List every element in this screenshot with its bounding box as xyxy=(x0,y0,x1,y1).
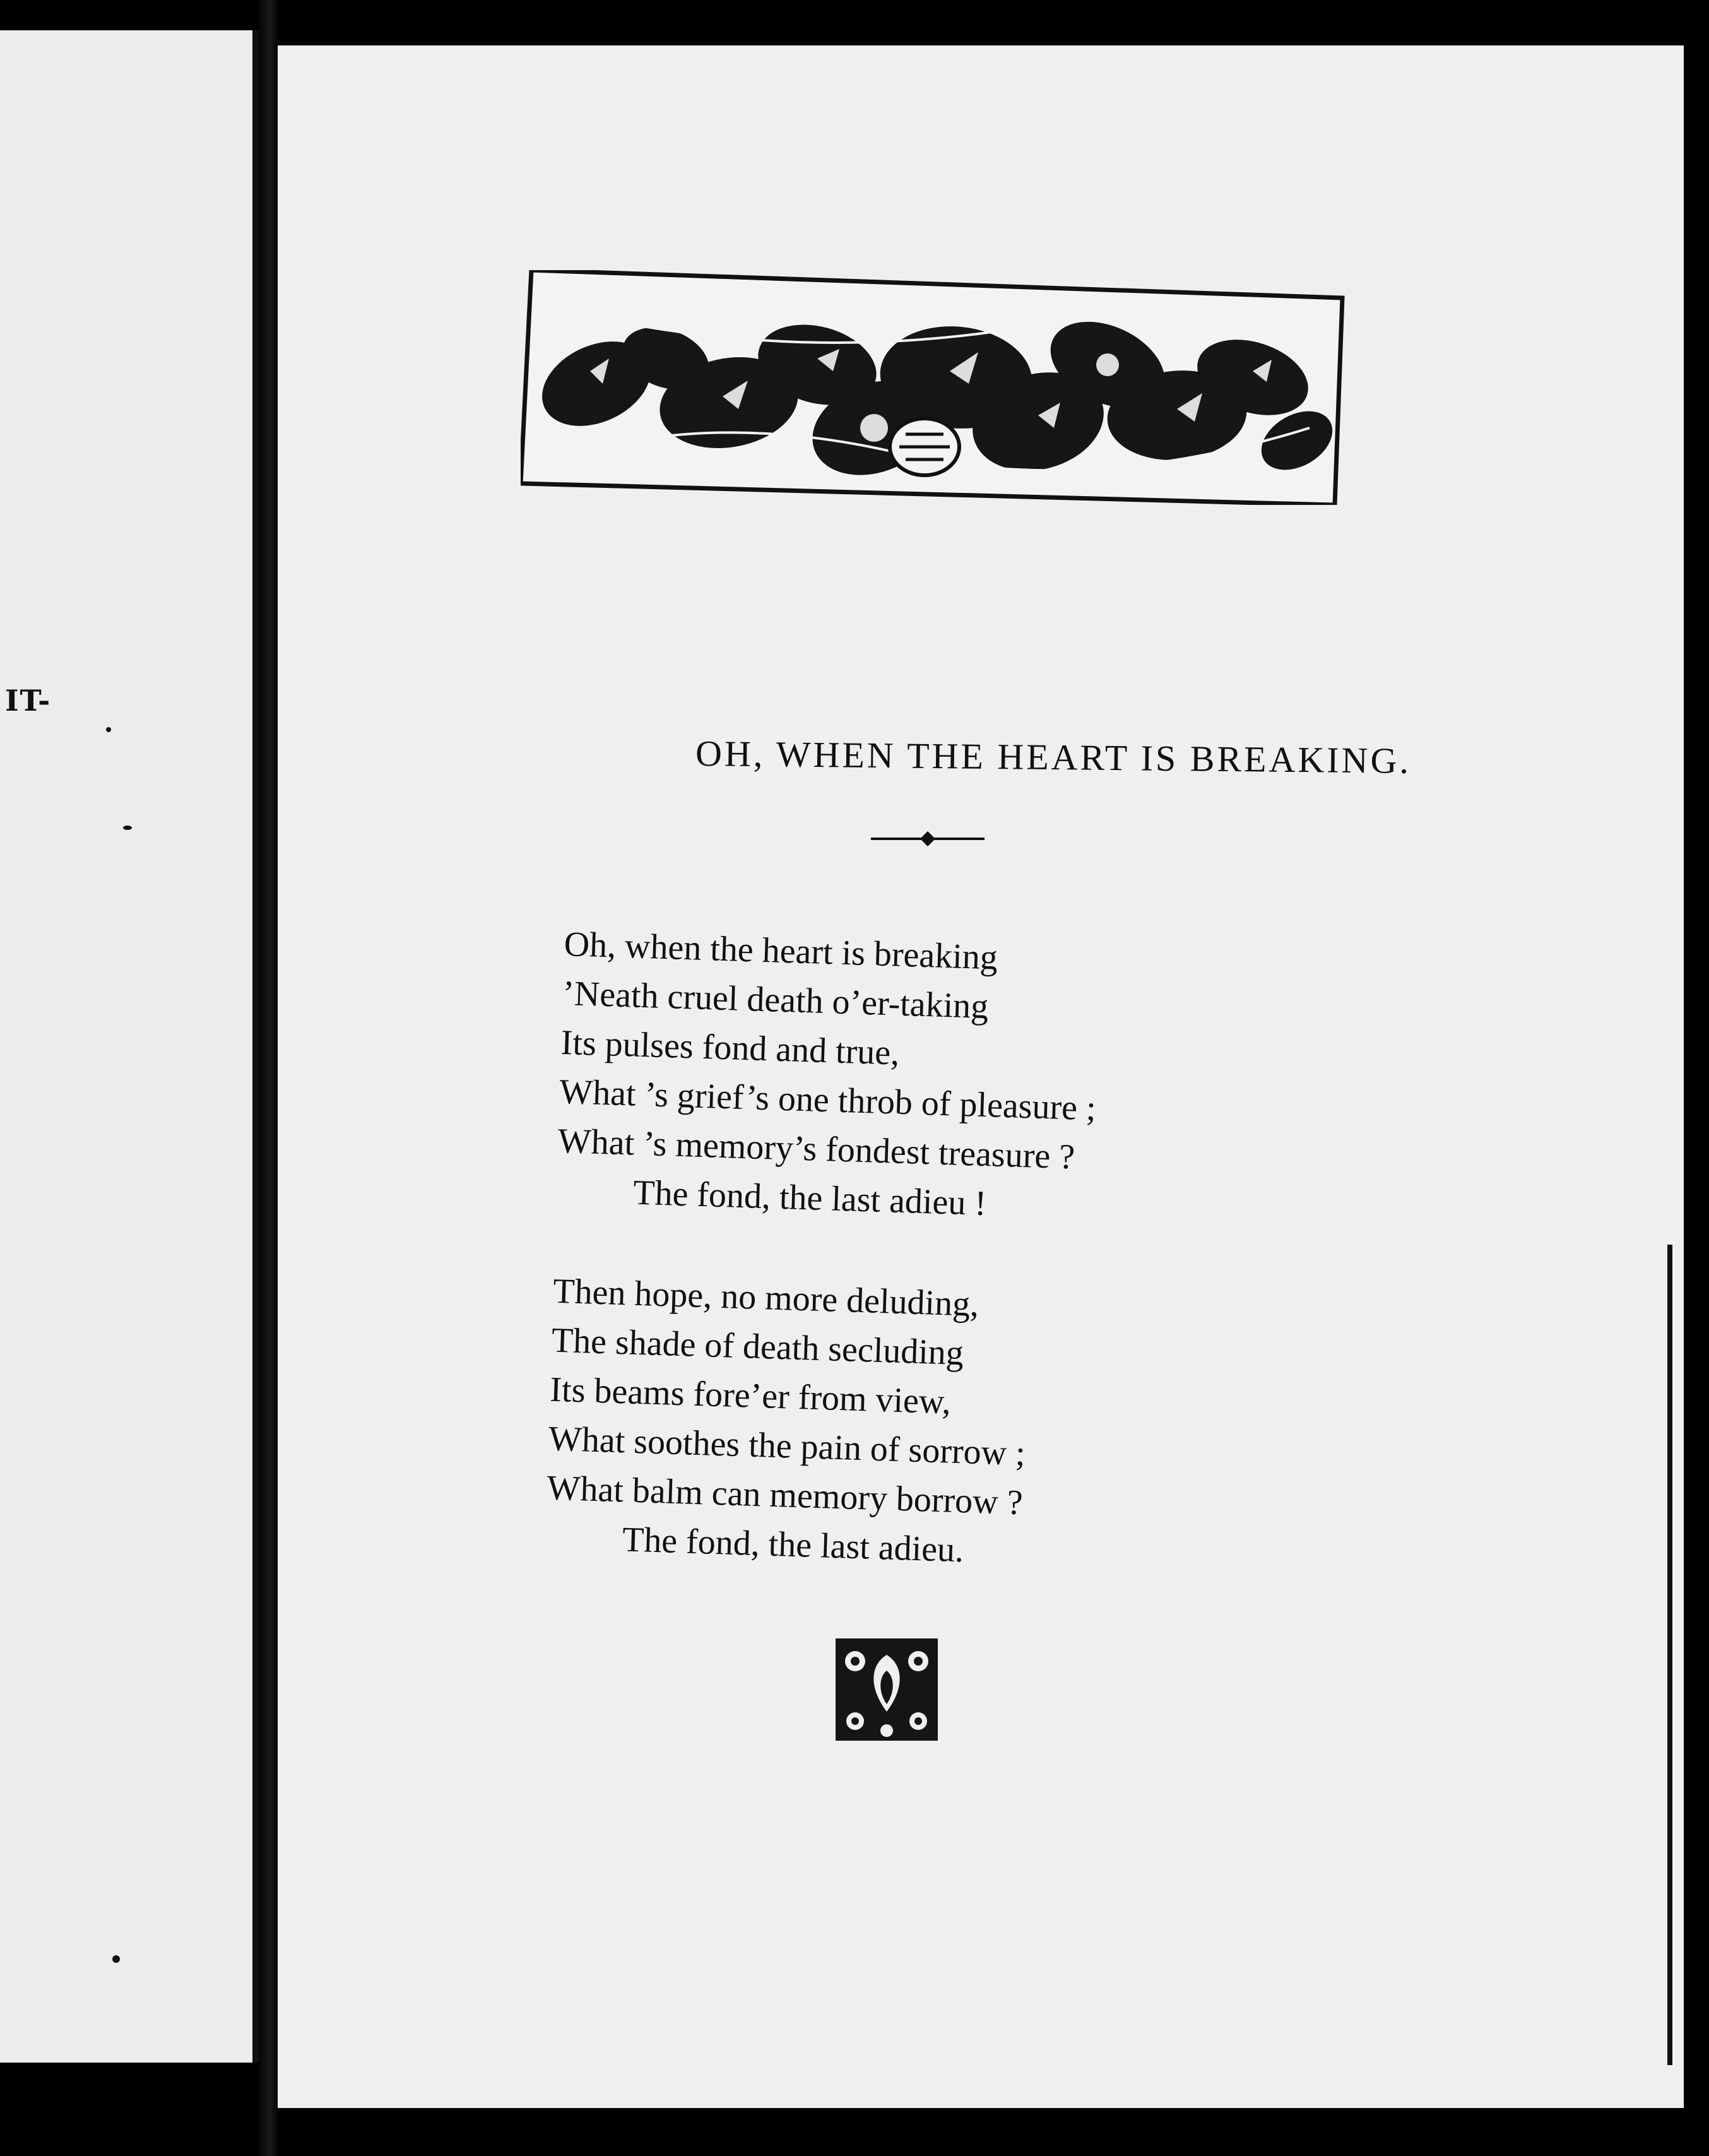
poem-line: Its beams fore’er from view, xyxy=(549,1370,952,1422)
poem-line: The shade of death secluding xyxy=(551,1320,964,1373)
facing-page xyxy=(0,30,259,2063)
ink-speck xyxy=(106,727,111,732)
facing-page-text-fragment: IT- xyxy=(5,684,52,718)
poem-line: Its pulses fond and true, xyxy=(560,1022,901,1073)
poem-line: What soothes the pain of sorrow ; xyxy=(548,1419,1026,1474)
poem-line: ’Neath cruel death o’er-taking xyxy=(562,973,990,1027)
poem-line: The fond, the last adieu ! xyxy=(632,1173,987,1224)
poem-title: OH, WHEN THE HEART IS BREAKING. xyxy=(695,733,1412,781)
book-page xyxy=(278,45,1684,2108)
poem-body xyxy=(543,920,1574,1645)
leaf-headpiece-ornament xyxy=(521,270,1347,505)
poem-stanza xyxy=(545,1267,1563,1594)
ink-speck xyxy=(123,826,132,830)
poem-stanza xyxy=(555,920,1574,1247)
poem-line: Then hope, no more deluding, xyxy=(552,1271,980,1324)
page-gutter xyxy=(259,0,278,2156)
poem-line: Oh, when the heart is breaking xyxy=(563,924,998,978)
diamond-rule-divider xyxy=(871,829,985,848)
poem-line: The fond, the last adieu. xyxy=(622,1520,965,1570)
poem-line: What ’s memory’s fondest treasure ? xyxy=(557,1121,1076,1177)
poem-line: What balm can memory borrow ? xyxy=(546,1468,1024,1523)
floral-tailpiece-ornament xyxy=(833,1636,940,1743)
poem-line: What ’s grief’s one throb of pleasure ; xyxy=(559,1072,1097,1128)
page-edge-shadow xyxy=(1667,1245,1672,2065)
ink-speck xyxy=(112,1955,120,1963)
